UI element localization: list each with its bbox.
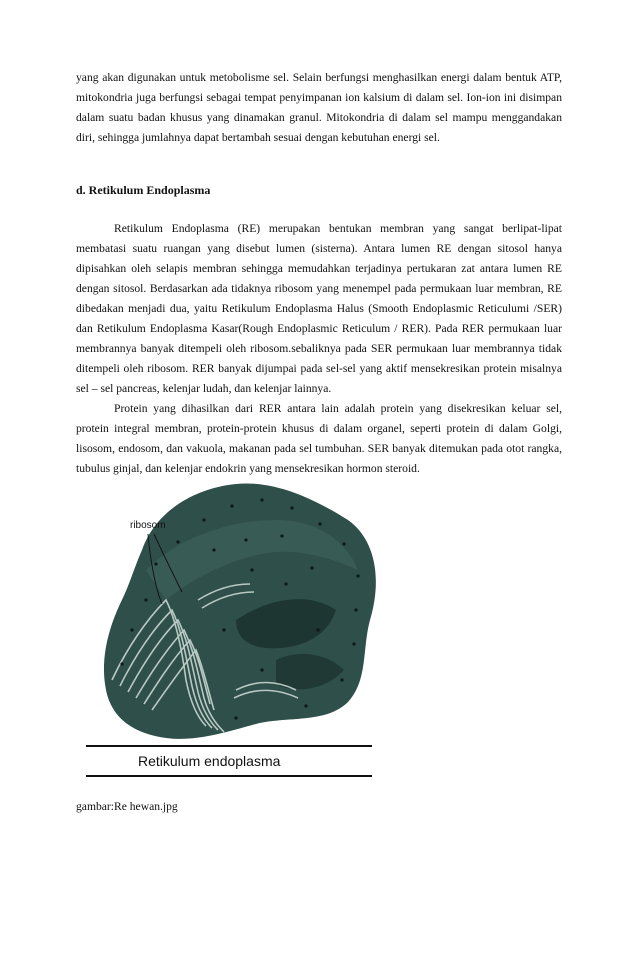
er-illustration	[86, 480, 382, 780]
paragraph-re-definition: Retikulum Endoplasma (RE) merupakan bentukan membran yang sangat berlipat-lipat membatasi suatu ruangan yang disebut lumen (sisterna). Antara lumen RE dengan sitosol hanya dipisahkan oleh selapis membran sehingga memudahkan terjadinya pertukaran zat antara lumen RE dengan sitosol. Berdasarkan ada tidaknya ribosom yang menempel pada permukaan luar membran, RE dibedakan menjadi dua, yaitu Retikulum Endoplasma Halus (Smooth Endoplasmic Reticulumi /SER) dan Retikulum Endoplasma Kasar(Rough Endoplasmic Reticulum / RER). Pada RER permukaan luar membrannya banyak ditempeli oleh ribosom.sebaliknya pada SER permukaan luar membrannya tidak ditempeli oleh ribosom. RER banyak dijumpai pada sel-sel yang aktif mensekresikan protein misalnya sel – sel pancreas, kelenjar ludah, dan kelenjar lainnya.	[76, 222, 562, 395]
ribosom-label: ribosom	[130, 520, 166, 531]
paragraph-rer-protein: Protein yang dihasilkan dari RER antara lain adalah protein yang disekresikan keluar sel, protein integral membran, protein-protein khusus di dalam organel, seperti protein di dalam Golgi, lisosom, endosom, dan vakuola, makanan pada sel tumbuhan. SER banyak ditemukan pada otot rangka, tubulus ginjal, dan kelenjar endokrin yang mensekresikan hormon steroid.	[76, 402, 562, 475]
figure-caption: Retikulum endoplasma	[138, 753, 281, 769]
figure-retikulum-endoplasma	[86, 480, 382, 780]
paragraph-mitokondria: yang akan digunakan untuk metobolisme sel. Selain berfungsi menghasilkan energi dalam bentuk ATP, mitokondria juga berfungsi sebagai tempat penyimpanan ion kalsium di dalam sel. Ion-ion ini disimpan dalam suatu badan khusus yang dinamakan granul. Mitokondria di dalam sel mampu menggandakan diri, sehingga jumlahnya dapat bertambah sesuai dengan kebutuhan energi sel.	[76, 71, 562, 144]
section-heading: d. Retikulum Endoplasma	[76, 183, 211, 197]
image-filename: gambar:Re hewan.jpg	[76, 800, 178, 813]
